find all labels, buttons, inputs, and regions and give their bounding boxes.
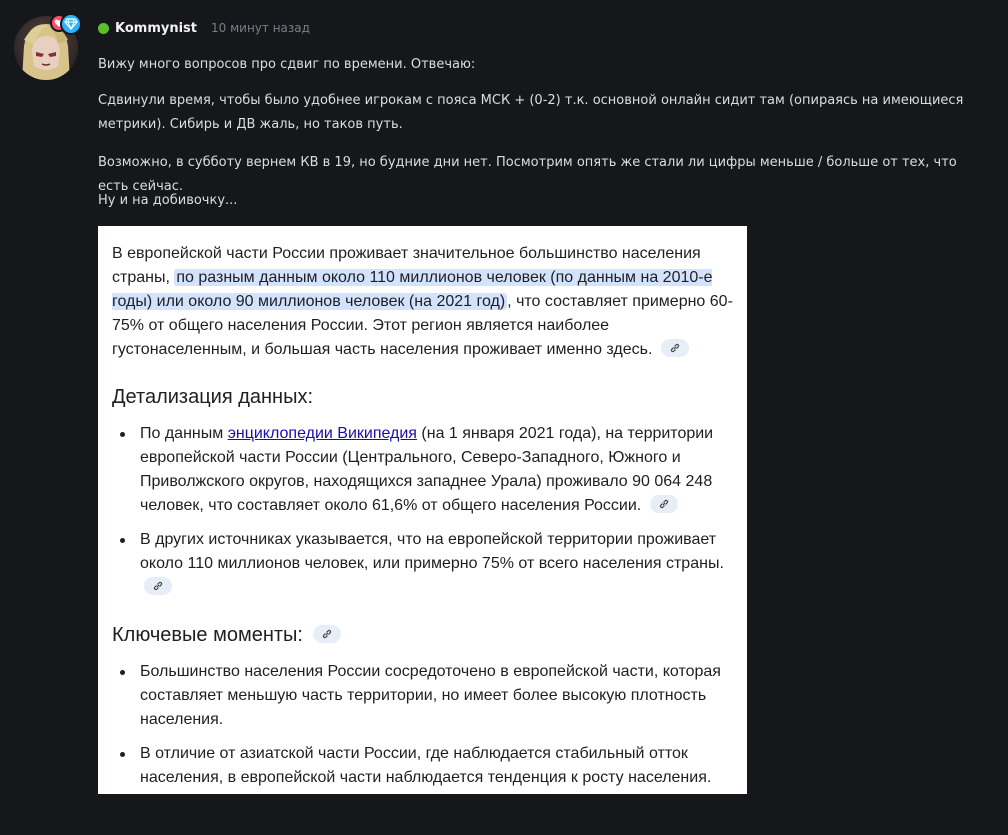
source-link-icon[interactable] (650, 495, 678, 513)
post-paragraph: Ну и на добивочку... (98, 193, 238, 208)
attached-screenshot[interactable] (98, 226, 747, 794)
post-paragraph: Вижу много вопросов про сдвиг по времени. Отвечаю: (98, 57, 476, 72)
list-item-text: Большинство населения России сосредоточено в европейской части, которая составляет меньшую часть территории, но имеет более высокую плотность населения. (140, 663, 721, 728)
source-link-icon[interactable] (144, 577, 172, 595)
section-title-key-points (112, 622, 733, 648)
post-header (98, 18, 310, 38)
intro-text-end: , что составляет примерно 60-75% от общего населения России. Этот регион является наиболее густонаселенным, и большая часть населения проживает именно здесь. (112, 293, 733, 358)
diamond-icon (60, 13, 82, 35)
timestamp: 10 минут назад (211, 21, 310, 35)
list-item-text: (на 1 января 2021 года), на территории европейской части России (Центрального, Северо-Западного, Южного и Приволжского округов, находящихся западнее Урала) проживало 90 064 248 человек, что составляет около 61,6% от общего населения России. (140, 425, 714, 514)
list-item (112, 528, 733, 600)
post-paragraph: Сдвинули время, чтобы было удобнее игрокам с пояса МСК + (0-2) т.к. основной онлайн сидит там (опираясь на имеющиеся метрики). Сибирь и ДВ жаль, но таков путь. (98, 93, 964, 132)
key-points-list (112, 660, 733, 790)
list-item (112, 422, 733, 518)
source-link-icon[interactable] (661, 339, 689, 357)
list-item-text: В других источниках указывается, что на европейской территории проживает около 110 миллионов человек, или примерно 75% от всего населения страны. (140, 531, 724, 572)
post-paragraph: Возможно, в субботу вернем КВ в 19, но будние дни нет. Посмотрим опять же стали ли цифры меньше / больше от тех, что есть сейчас. (98, 155, 957, 194)
section-title-text: Ключевые моменты: (112, 624, 303, 646)
list-item (112, 742, 733, 790)
wikipedia-link[interactable]: энциклопедии Википедия (227, 425, 417, 442)
list-item (112, 660, 733, 732)
source-link-icon[interactable] (313, 625, 341, 643)
list-item-text: По данным (140, 425, 228, 442)
intro-text: В европейской части России проживает значительное большинство населения страны, (112, 245, 701, 286)
section-title-details: Детализация данных: (112, 386, 314, 408)
online-status-dot (98, 23, 109, 34)
highlighted-text: по разным данным около 110 миллионов человек (по данным на 2010-е годы) или около 90 миллионов человек (на 2021 год) (112, 269, 713, 310)
list-item-text: В отличие от азиатской части России, где наблюдается стабильный отток населения, в европейской части наблюдается тенденция к росту населения. (140, 745, 712, 786)
details-list (112, 422, 733, 600)
username[interactable]: Kommynist (115, 20, 198, 36)
intro-paragraph (112, 242, 733, 362)
